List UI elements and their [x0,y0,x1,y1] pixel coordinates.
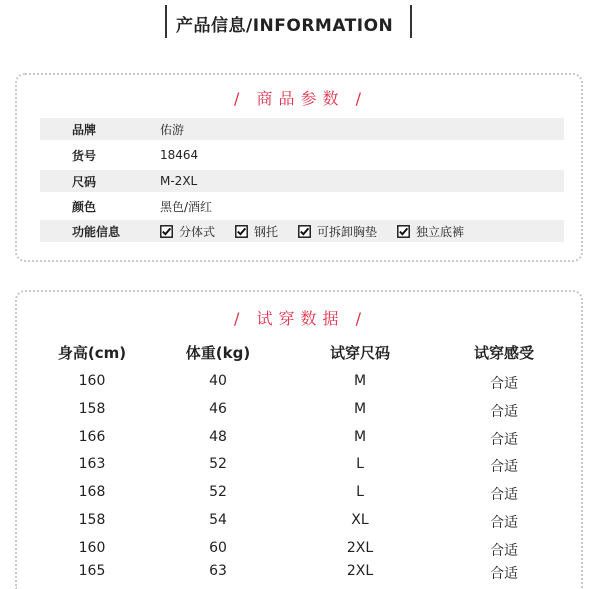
header-weight: 体重(kg) [185,344,251,362]
fit-cell: 合适 [490,487,518,503]
weight-cell: 48 [209,429,227,445]
param-label: 品牌 [72,122,97,137]
param-row-features [40,220,564,242]
trial-table-header [0,342,601,366]
table-row [0,484,601,508]
size-cell: M [353,429,367,445]
param-label: 颜色 [72,199,97,214]
height-cell: 160 [78,540,106,556]
height-cell: 165 [78,563,106,579]
header-divider-right [410,5,412,38]
weight-cell: 40 [209,373,227,389]
feature-item [160,223,215,240]
weight-cell: 46 [209,401,227,417]
param-label: 货号 [72,148,97,163]
fit-cell: 合适 [490,543,518,559]
feature-label: 独立底裤 [416,224,465,239]
fit-cell: 合适 [490,459,518,475]
height-cell: 158 [78,512,106,528]
table-row [0,512,601,536]
checked-checkbox-icon [397,225,410,238]
size-cell: L [356,456,364,472]
feature-label: 分体式 [179,224,216,239]
header-size: 试穿尺码 [329,344,390,362]
param-label: 尺码 [72,174,97,189]
table-row [0,373,601,397]
size-cell: XL [351,512,369,528]
height-cell: 163 [78,456,106,472]
height-cell: 160 [78,373,106,389]
fit-cell: 合适 [490,515,518,531]
feature-list [160,223,484,240]
table-row [0,456,601,480]
feature-item [397,223,464,240]
param-row-brand [40,118,564,140]
fit-cell: 合适 [490,432,518,448]
height-cell: 168 [78,484,106,500]
weight-cell: 52 [209,484,227,500]
size-cell: 2XL [346,563,374,579]
checked-checkbox-icon [298,225,311,238]
page-title: 产品信息/INFORMATION [176,16,394,36]
weight-cell: 54 [209,512,227,528]
size-cell: M [353,401,367,417]
weight-cell: 60 [209,540,227,556]
param-value: 佑游 [160,122,185,137]
checked-checkbox-icon [235,225,248,238]
weight-cell: 52 [209,456,227,472]
feature-item [298,223,377,240]
table-row [0,563,601,587]
checked-checkbox-icon [160,225,173,238]
weight-cell: 63 [209,563,227,579]
fit-cell: 合适 [490,566,518,582]
header-divider-left [165,5,167,38]
table-row [0,429,601,453]
param-row-color [40,195,564,217]
param-label: 功能信息 [72,224,121,239]
size-cell: 2XL [346,540,374,556]
size-cell: M [353,373,367,389]
param-value: 黑色/酒红 [160,199,213,214]
header-height: 身高(cm) [57,344,127,362]
table-row [0,540,601,564]
fit-cell: 合适 [490,404,518,420]
page-header [0,0,601,42]
product-params-title: / 商品参数 / [234,89,367,108]
feature-label: 钢托 [254,224,279,239]
param-row-item-number [40,144,564,166]
fit-cell: 合适 [490,376,518,392]
table-row [0,401,601,425]
feature-item [235,223,278,240]
header-fit: 试穿感受 [473,344,534,362]
height-cell: 158 [78,401,106,417]
param-value: M-2XL [160,174,198,188]
height-cell: 166 [78,429,106,445]
param-row-size [40,170,564,192]
feature-label: 可拆卸胸垫 [317,224,378,239]
trial-data-title: / 试穿数据 / [234,309,367,328]
param-value: 18464 [160,148,199,162]
size-cell: L [356,484,364,500]
